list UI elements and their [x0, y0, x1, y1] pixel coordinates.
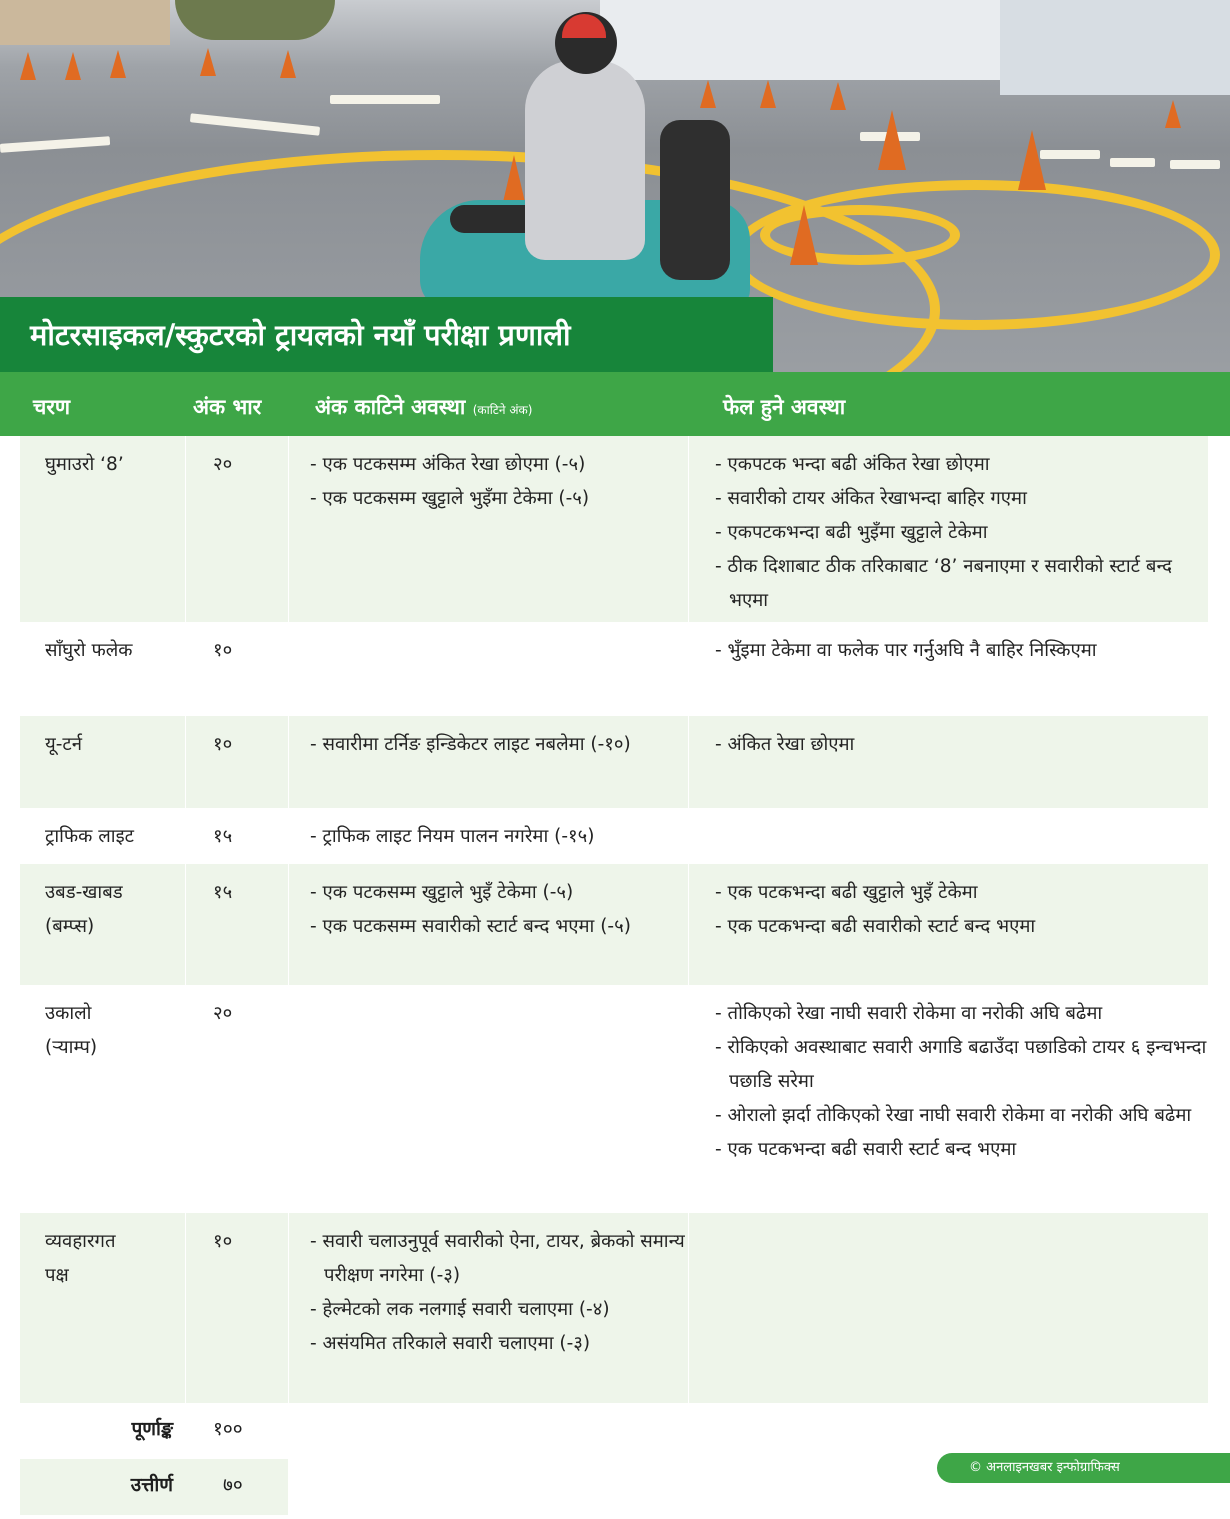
rider: [525, 60, 645, 260]
fail-item: - एक पटकभन्दा बढी सवारी स्टार्ट बन्द भएमा: [715, 1139, 1017, 1160]
deduction-cell: [300, 820, 695, 854]
step-cell: [45, 448, 185, 482]
road-marking: [330, 95, 440, 104]
step-name: साँघुरो फलेक: [45, 640, 133, 661]
marks-cell: २०: [213, 454, 233, 475]
deduction-item: - सवारी चलाउनुपूर्व सवारीको ऐना, टायर, ब्रेकको समान्य परीक्षण नगरेमा (-३): [310, 1231, 685, 1286]
header-weight: अंक भार: [193, 395, 262, 419]
column-divider: [185, 436, 186, 622]
traffic-cone: [110, 50, 126, 78]
deduction-cell: [300, 876, 695, 944]
marks-cell: १०: [213, 640, 233, 661]
column-divider: [185, 808, 186, 864]
fail-cell: [705, 997, 1210, 1167]
step-name: पक्ष: [45, 1265, 69, 1286]
building: [0, 0, 170, 45]
fail-item: - रोकिएको अवस्थाबाट सवारी अगाडि बढाउँदा पछाडिको टायर ६ इन्चभन्दा पछाडि सरेमा: [715, 1037, 1207, 1092]
fail-item: - तोकिएको रेखा नाघी सवारी रोकेमा वा नरोकी अघि बढेमा: [715, 1003, 1103, 1024]
step-name: (र्‍याम्प): [45, 1037, 98, 1058]
step-cell: [45, 997, 185, 1065]
traffic-cone: [760, 80, 776, 108]
title-band: [0, 297, 773, 372]
deduction-item: - असंयमित तरिकाले सवारी चलाएमा (-३): [310, 1333, 591, 1354]
deduction-cell: [300, 1225, 695, 1361]
pass-marks-value: ७०: [223, 1474, 243, 1496]
step-cell: [45, 634, 185, 668]
header-step: चरण: [33, 395, 71, 419]
column-divider: [185, 985, 186, 1213]
road-marking: [1040, 150, 1100, 159]
header-deduction: [315, 393, 532, 421]
marks-cell: १५: [213, 882, 233, 903]
full-marks-label: पूर्णाङ्क: [131, 1418, 173, 1440]
traffic-cone: [20, 52, 36, 80]
road-marking: [1170, 160, 1220, 169]
step-name: उबड-खाबड: [45, 882, 123, 903]
column-divider: [185, 864, 186, 985]
fail-cell: [705, 728, 1210, 762]
traffic-cone: [200, 48, 216, 76]
fail-item: - ओरालो झर्दा तोकिएको रेखा नाघी सवारी रोकेमा वा नरोकी अघि बढेमा: [715, 1105, 1192, 1126]
full-marks-value: १००: [213, 1418, 243, 1440]
tree: [175, 0, 335, 40]
road-marking: [1110, 158, 1155, 167]
traffic-cone: [700, 80, 716, 108]
total-row-full: [20, 1403, 288, 1459]
marks-cell: १५: [213, 826, 233, 847]
page-title: मोटरसाइकल/स्कुटरको ट्रायलको नयाँ परीक्षा प्रणाली: [30, 318, 571, 352]
fail-item: - ठीक दिशाबाट ठीक तरिकाबाट ‘8’ नबनाएमा र सवारीको स्टार्ट बन्द भएमा: [715, 556, 1172, 611]
fail-item: - भुँइमा टेकेमा वा फलेक पार गर्नुअघि नै बाहिर निस्किएमा: [715, 640, 1097, 661]
column-divider: [185, 1213, 186, 1403]
deduction-cell: [300, 728, 695, 762]
road-marking: [190, 113, 320, 136]
header-deduction-note: (काटिने अंक): [472, 403, 533, 417]
header-fail: फेल हुने अवस्था: [723, 395, 846, 419]
step-name: यू-टर्न: [45, 734, 82, 755]
traffic-cone: [830, 82, 846, 110]
pass-marks-label: उत्तीर्ण: [130, 1474, 173, 1496]
step-cell: [45, 876, 185, 944]
column-divider: [688, 622, 689, 716]
deduction-cell: [300, 448, 695, 516]
fail-item: - अंकित रेखा छोएमा: [715, 734, 855, 755]
deduction-item: - एक पटकसम्म खुट्टाले भुइँमा टेकेमा (-५): [310, 488, 590, 509]
table-row: [20, 864, 1208, 985]
table-row: [20, 985, 1208, 1213]
step-cell: [45, 1225, 185, 1293]
table-row: [20, 1213, 1208, 1403]
total-row-pass: [20, 1459, 288, 1515]
traffic-cone: [280, 50, 296, 78]
traffic-cone: [1018, 130, 1046, 190]
table-header: [0, 372, 1230, 436]
marks-cell: १०: [213, 1231, 233, 1252]
fail-cell: [705, 876, 1210, 944]
deduction-item: - एक पटकसम्म खुट्टाले भुइँ टेकेमा (-५): [310, 882, 574, 903]
fail-item: - एकपटकभन्दा बढी भुइँमा खुट्टाले टेकेमा: [715, 522, 988, 543]
step-name: व्यवहारगत: [45, 1231, 116, 1252]
fail-cell: [705, 634, 1210, 668]
table-row: [20, 716, 1208, 808]
deduction-item: - सवारीमा टर्निङ इन्डिकेटर लाइट नबलेमा (-१०): [310, 734, 631, 755]
column-divider: [185, 622, 186, 716]
fail-cell: [705, 448, 1210, 618]
step-cell: [45, 728, 185, 762]
deduction-item: - एक पटकसम्म अंकित रेखा छोएमा (-५): [310, 454, 586, 475]
building: [600, 0, 1000, 80]
road-marking: [0, 136, 110, 153]
step-name: ट्राफिक लाइट: [45, 826, 135, 847]
table-row: [20, 622, 1208, 716]
header-deduction-label: अंक काटिने अवस्था: [315, 395, 466, 419]
deduction-item: - हेल्मेटको लक नलगाई सवारी चलाएमा (-४): [310, 1299, 610, 1320]
step-name: (बम्प्स): [45, 916, 95, 937]
fail-item: - सवारीको टायर अंकित रेखाभन्दा बाहिर गएमा: [715, 488, 1027, 509]
traffic-cone: [1165, 100, 1181, 128]
marks-cell: २०: [213, 1003, 233, 1024]
table-row: [20, 808, 1208, 864]
table-row: [20, 436, 1208, 622]
credit-badge: © अनलाइनखबर इन्फोग्राफिक्स: [937, 1453, 1230, 1483]
step-name: घुमाउरो ‘8’: [45, 454, 124, 475]
deduction-item: - ट्राफिक लाइट नियम पालन नगरेमा (-१५): [310, 826, 595, 847]
step-cell: [45, 820, 185, 854]
building: [1000, 0, 1230, 95]
traffic-cone: [65, 52, 81, 80]
fail-item: - एकपटक भन्दा बढी अंकित रेखा छोएमा: [715, 454, 990, 475]
column-divider: [185, 716, 186, 808]
traffic-cone: [878, 110, 906, 170]
scooter-front: [660, 120, 730, 280]
step-name: उकालो: [45, 1003, 92, 1024]
deduction-item: - एक पटकसम्म सवारीको स्टार्ट बन्द भएमा (-५): [310, 916, 631, 937]
column-divider: [688, 985, 689, 1213]
fail-item: - एक पटकभन्दा बढी सवारीको स्टार्ट बन्द भएमा: [715, 916, 1036, 937]
fail-item: - एक पटकभन्दा बढी खुट्टाले भुइँ टेकेमा: [715, 882, 978, 903]
marks-cell: १०: [213, 734, 233, 755]
traffic-cone: [790, 205, 818, 265]
